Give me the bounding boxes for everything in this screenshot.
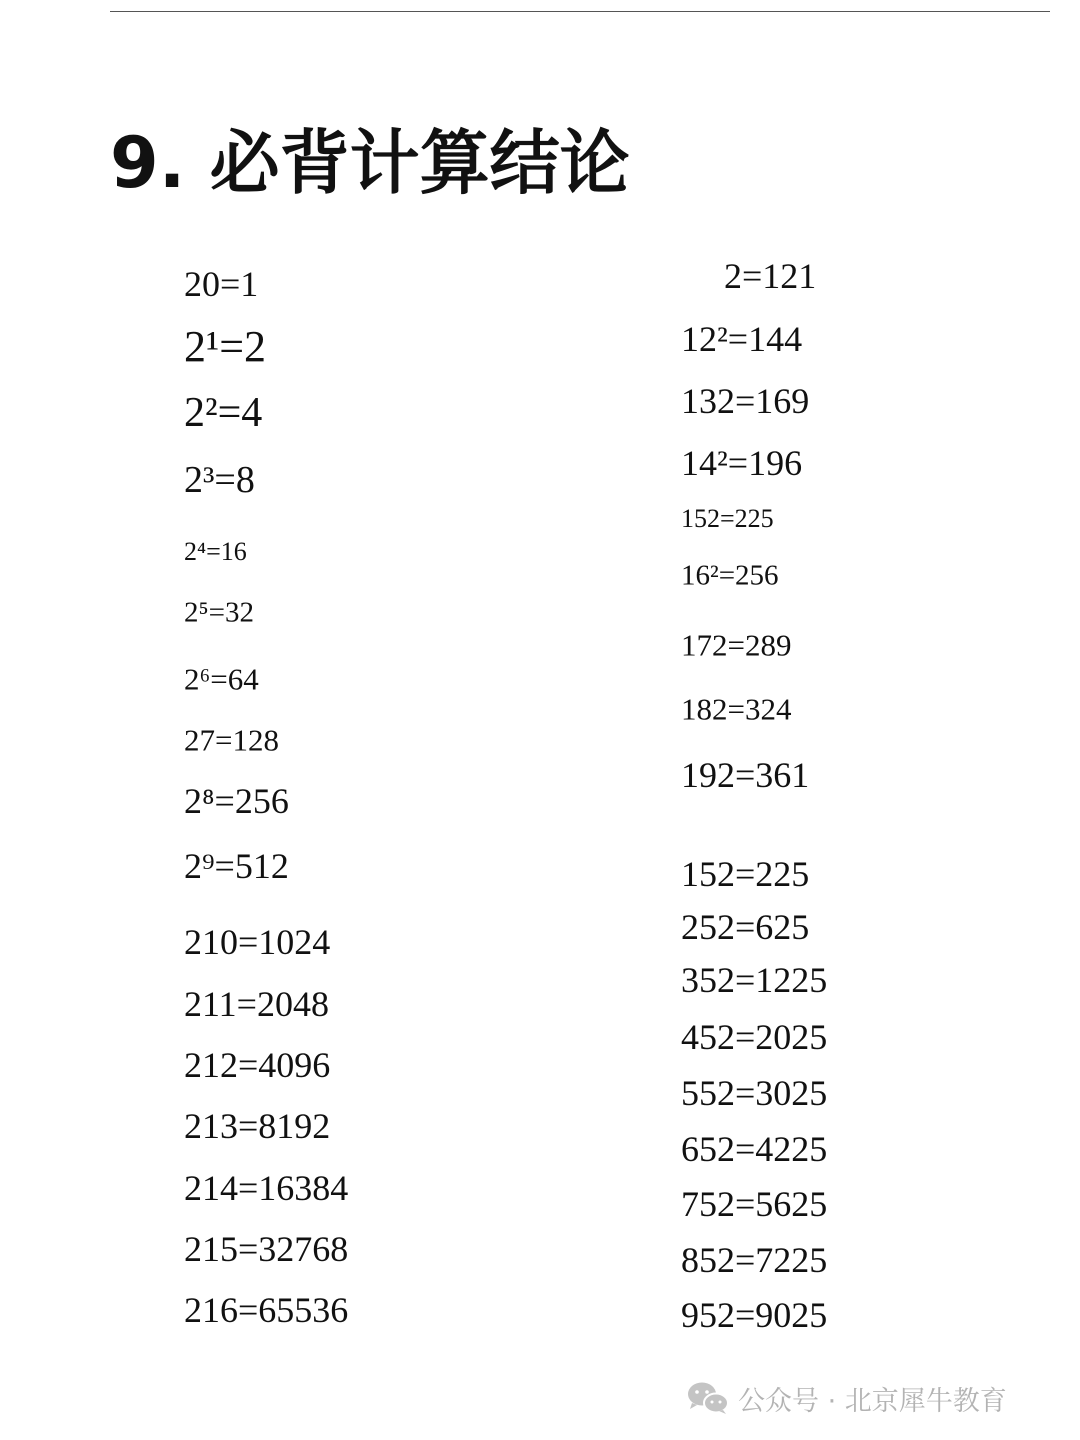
wechat-icon [686,1381,730,1415]
equation-item: 2³=8 [184,459,255,501]
equation-item: 2⁴=16 [184,537,247,566]
equation-item: 2⁸=256 [184,781,289,821]
equation-item: 132=169 [681,381,810,421]
page-title: 9. 必背计算结论 [110,122,630,204]
equation-item: 2²=4 [184,390,263,436]
equation-item: 12²=144 [681,319,803,359]
equation-item: 211=2048 [184,984,329,1024]
equation-item: 152=225 [681,854,810,894]
equation-item: 352=1225 [681,960,828,1000]
watermark [686,1376,1007,1420]
equation-item: 2⁶=64 [184,661,259,697]
equation-item: 210=1024 [184,922,331,962]
top-divider [110,11,1050,12]
equation-item: 952=9025 [681,1295,828,1335]
equation-item: 182=324 [681,691,792,727]
equation-item: 852=7225 [681,1240,828,1280]
equation-item: 2=121 [724,256,817,296]
equation-item: 152=225 [681,504,774,533]
equation-item: 192=361 [681,755,810,795]
equation-item: 172=289 [681,627,792,663]
equation-item: 14²=196 [681,443,803,483]
equation-item: 452=2025 [681,1017,828,1057]
equation-item: 552=3025 [681,1073,828,1113]
equation-item: 752=5625 [681,1184,828,1224]
equation-item: 252=625 [681,907,810,947]
equation-item: 20=1 [184,264,259,304]
equation-item: 27=128 [184,722,279,758]
equation-item: 213=8192 [184,1106,331,1146]
equation-item: 214=16384 [184,1168,349,1208]
equation-item: 215=32768 [184,1229,349,1269]
equation-item: 2¹=2 [184,322,267,371]
equation-item: 16²=256 [681,559,779,592]
equation-item: 216=65536 [184,1290,349,1330]
watermark-text: 公众号 · 北京犀牛教育 [738,1385,1007,1417]
equation-item: 652=4225 [681,1129,828,1169]
equation-item: 2⁵=32 [184,596,254,629]
equation-item: 2⁹=512 [184,846,289,886]
equation-item: 212=4096 [184,1045,331,1085]
